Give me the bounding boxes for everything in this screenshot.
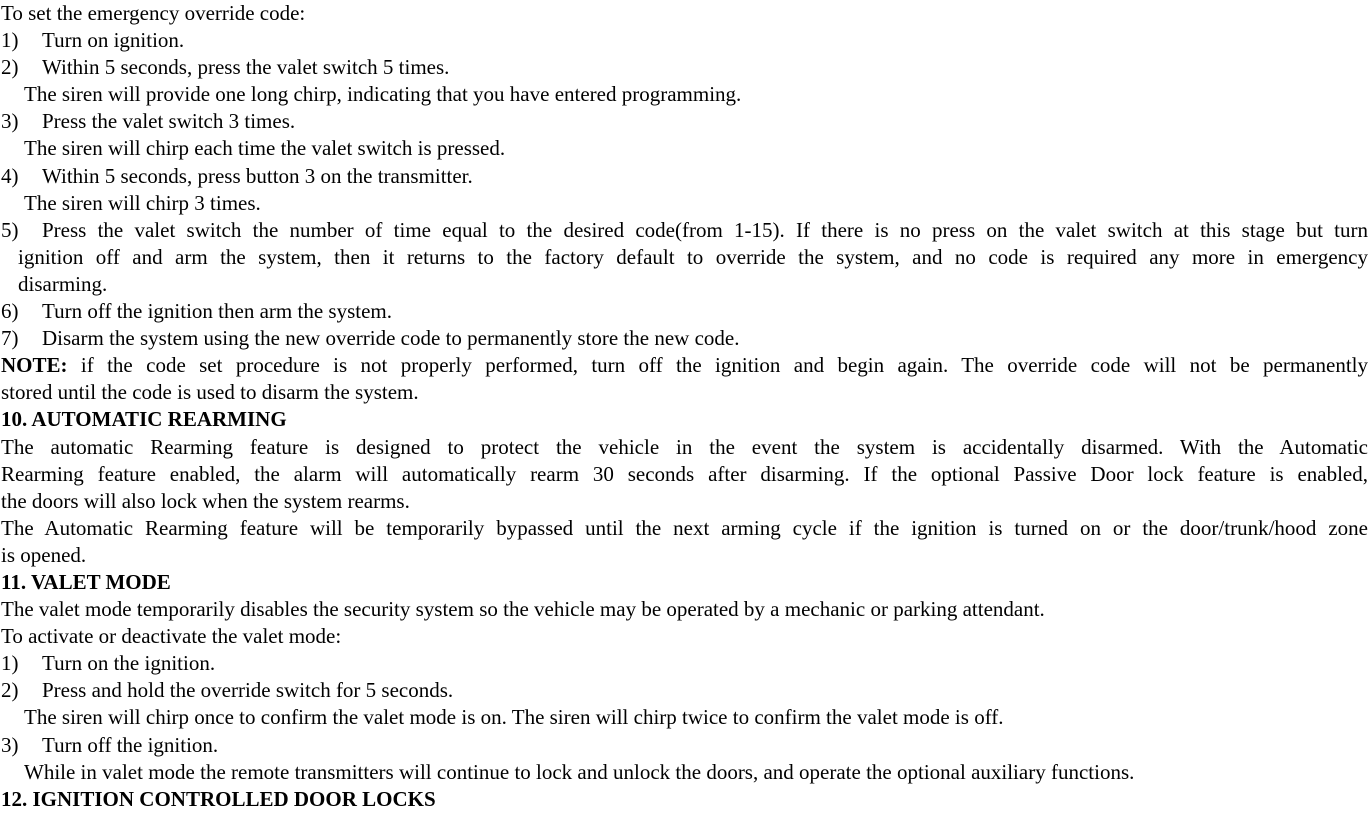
- step-number: 7): [1, 326, 19, 351]
- step-number: 1): [1, 651, 19, 676]
- section-10-heading: 10. AUTOMATIC REARMING: [1, 407, 287, 432]
- valet-step-2: [1, 677, 1368, 704]
- step-text: Turn on ignition.: [42, 28, 185, 53]
- step-number: 2): [1, 678, 19, 703]
- step-number: 1): [1, 28, 19, 53]
- override-note-line-2: stored until the code is used to disarm the system.: [1, 380, 419, 405]
- valet-step-1: [1, 650, 1368, 677]
- step-number: 3): [1, 109, 19, 134]
- override-step-7: [1, 325, 1368, 352]
- section-10-paragraph-1-line-3: the doors will also lock when the system rearms.: [1, 488, 410, 513]
- section-10-paragraph-1-line-2: Rearming feature enabled, the alarm will automatically rearm 30 seconds after disarming. If the optional Passive Door lock feature is enabled,: [1, 461, 1368, 486]
- override-intro: To set the emergency override code:: [1, 1, 306, 25]
- override-step-3: [1, 108, 1368, 135]
- step-text: Turn off the ignition.: [42, 732, 219, 757]
- step-number: 5): [1, 217, 19, 242]
- section-11-heading: 11. VALET MODE: [1, 569, 171, 594]
- step-number: 6): [1, 299, 19, 324]
- step-text: Press the valet switch 3 times.: [42, 109, 296, 134]
- step-number: 3): [1, 732, 19, 757]
- valet-step-3-note: While in valet mode the remote transmitters will continue to lock and unlock the doors, and operate the optional auxiliary functions.: [24, 759, 1135, 784]
- override-step-3-note: The siren will chirp each time the valet switch is pressed.: [24, 136, 506, 161]
- step-text: Press and hold the override switch for 5 seconds.: [42, 678, 454, 703]
- section-12-heading: 12. IGNITION CONTROLLED DOOR LOCKS: [1, 786, 436, 811]
- section-10-paragraph-2-line-2: is opened.: [1, 542, 87, 567]
- override-step-4: [1, 163, 1368, 190]
- override-step-1: [1, 27, 1368, 54]
- step-text: Within 5 seconds, press button 3 on the transmitter.: [42, 163, 473, 188]
- note-label: NOTE:: [1, 353, 68, 378]
- step-number: 4): [1, 163, 19, 188]
- override-step-2: [1, 54, 1368, 81]
- valet-step-2-note: The siren will chirp once to confirm the valet mode is on. The siren will chirp twice to confirm the valet mode is off.: [24, 705, 1004, 730]
- override-step-2-note: The siren will provide one long chirp, indicating that you have entered programming.: [24, 82, 742, 107]
- override-step-6: [1, 298, 1368, 325]
- section-11-intro: To activate or deactivate the valet mode:: [1, 624, 342, 649]
- section-10-paragraph-2-line-1: The Automatic Rearming feature will be temporarily bypassed until the next arming cycle if the ignition is turned on or the door/trunk/hood zone: [1, 515, 1368, 540]
- step-text: Within 5 seconds, press the valet switch 5 times.: [42, 55, 450, 80]
- override-step-4-note: The siren will chirp 3 times.: [24, 190, 261, 215]
- step-text: Press the valet switch the number of time equal to the desired code(from 1-15). If there is no press on the valet switch at this stage but turn: [42, 217, 1368, 242]
- step-text: Disarm the system using the new override code to permanently store the new code.: [42, 326, 740, 351]
- note-text: if the code set procedure is not properly performed, turn off the ignition and begin again. The override code will not be permanently: [67, 353, 1368, 378]
- override-step-5-line-2: ignition off and arm the system, then it returns to the factory default to override the system, and no code is required any more in emergency: [18, 244, 1368, 269]
- step-number: 2): [1, 55, 19, 80]
- section-11-paragraph: The valet mode temporarily disables the security system so the vehicle may be operated by a mechanic or parking attendant.: [1, 597, 1045, 622]
- step-text: Turn off the ignition then arm the system.: [42, 299, 392, 324]
- section-10-paragraph-1-line-1: The automatic Rearming feature is designed to protect the vehicle in the event the system is accidentally disarmed. With the Automatic: [1, 434, 1368, 459]
- override-step-5-line-3: disarming.: [18, 271, 108, 296]
- override-step-5-line-1: [1, 217, 1368, 244]
- valet-step-3: [1, 732, 1368, 759]
- step-text: Turn on the ignition.: [42, 651, 216, 676]
- override-note-line-1: [1, 352, 1368, 379]
